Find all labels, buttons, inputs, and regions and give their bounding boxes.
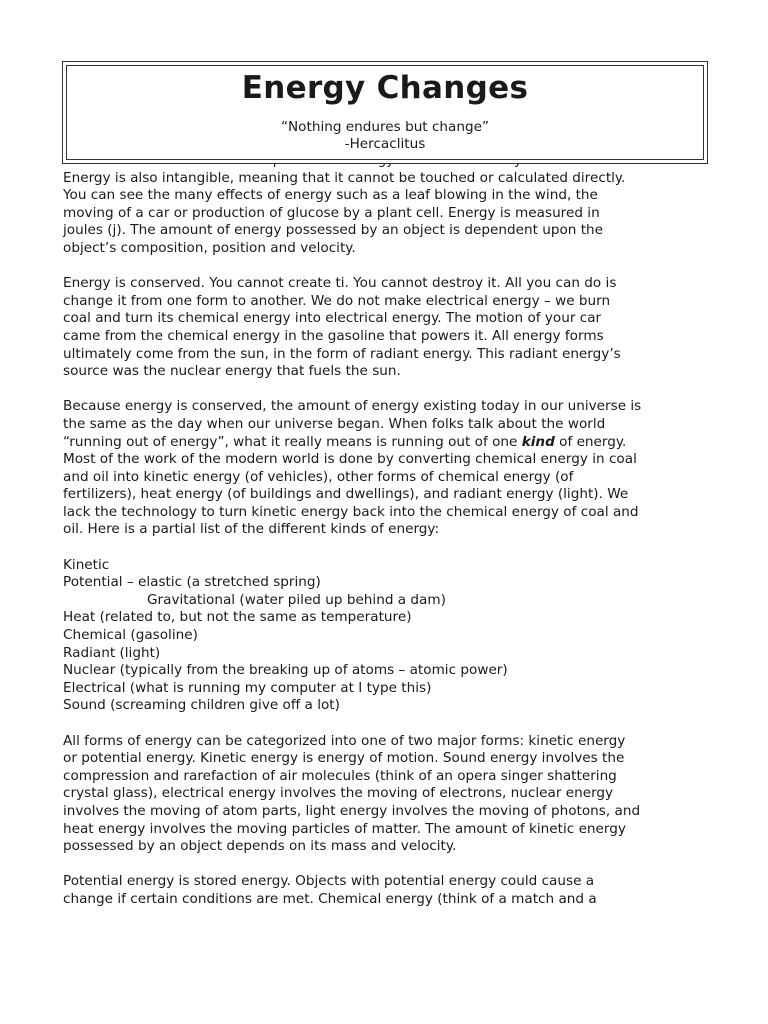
text-line: involves the moving of atom parts, light energy involves the moving of photons, and	[63, 802, 641, 819]
text-line: coal and turn its chemical energy into electrical energy. The motion of your car	[63, 310, 602, 327]
paragraph-intro	[63, 152, 713, 258]
title-box	[62, 61, 708, 164]
list-item: Electrical (what is running my computer at I type this)	[63, 679, 432, 696]
text-line: Energy is conserved. You cannot create ti. You cannot destroy it. All you can do is	[63, 275, 617, 292]
page-title: Energy Changes	[241, 70, 529, 106]
list-item: Chemical (gasoline)	[63, 627, 198, 644]
text-line: ultimately come from the sun, in the form of radiant energy. This radiant energy’s	[63, 345, 621, 362]
paragraph-gap	[63, 539, 713, 557]
text-line: change it from one form to another. We do not make electrical energy – we burn	[63, 292, 611, 309]
text-line: lack the technology to turn kinetic energy back into the chemical energy of coal and	[63, 503, 639, 520]
paragraph-potential	[63, 873, 713, 908]
list-item: Radiant (light)	[63, 644, 161, 661]
text-line: object’s composition, position and velocity.	[63, 239, 356, 256]
document-body	[63, 152, 713, 909]
list-item: Heat (related to, but not the same as temperature)	[63, 609, 412, 626]
text-line: Because energy is conserved, the amount of energy existing today in our universe is	[63, 398, 642, 415]
text-line: change if certain conditions are met. Chemical energy (think of a match and a	[63, 890, 597, 907]
list-item: Gravitational (water piled up behind a dam)	[147, 591, 446, 608]
text-run: of energy.	[554, 433, 627, 450]
text-line: possessed by an object depends on its mass and velocity.	[63, 838, 457, 855]
text-line: Potential energy is stored energy. Objects with potential energy could cause a	[63, 873, 595, 890]
paragraph-kinetic	[63, 733, 713, 856]
energy-kinds-list	[63, 557, 713, 715]
text-line: Energy is also intangible, meaning that it cannot be touched or calculated directly.	[63, 169, 626, 186]
text-line: Most of the work of the modern world is done by converting chemical energy in coal	[63, 451, 637, 468]
text-line: moving of a car or production of glucose by a plant cell. Energy is measured in	[63, 204, 600, 221]
text-line: You can see the many effects of energy such as a leaf blowing in the wind, the	[63, 187, 598, 204]
paragraph-gap	[63, 381, 713, 399]
text-line: heat energy involves the moving particles of matter. The amount of kinetic energy	[63, 820, 626, 837]
text-line: fertilizers), heat energy (of buildings and dwellings), and radiant energy (light). We	[63, 486, 629, 503]
list-item: Kinetic	[63, 556, 110, 573]
text-line: joules (j). The amount of energy possessed by an object is dependent upon the	[63, 222, 604, 239]
list-item: Sound (screaming children give off a lot)	[63, 697, 340, 714]
paragraph-gap	[63, 715, 713, 733]
paragraph-gap	[63, 856, 713, 874]
list-item: Nuclear (typically from the breaking up of atoms – atomic power)	[63, 662, 508, 679]
emphasis-kind: kind	[521, 433, 555, 450]
epigraph-quote: “Nothing endures but change”	[280, 119, 490, 135]
text-line: compression and rarefaction of air molecules (think of an opera singer shattering	[63, 767, 617, 784]
text-line: source was the nuclear energy that fuels the sun.	[63, 363, 401, 380]
list-item: Potential – elastic (a stretched spring)	[63, 574, 321, 591]
text-line: and oil into kinetic energy (of vehicles), other forms of chemical energy (of	[63, 468, 574, 485]
text-line: oil. Here is a partial list of the different kinds of energy:	[63, 521, 440, 538]
epigraph-author: -Hercaclitus	[344, 136, 426, 152]
text-run: “running out of energy”, what it really means is running out of one	[63, 433, 522, 450]
paragraph-universe	[63, 398, 713, 539]
text-line: the same as the day when our universe began. When folks talk about the world	[63, 415, 606, 432]
text-line: crystal glass), electrical energy involves the moving of electrons, nuclear energy	[63, 785, 614, 802]
text-line: All forms of energy can be categorized into one of two major forms: kinetic energy	[63, 732, 626, 749]
text-line: came from the chemical energy in the gasoline that powers it. All energy forms	[63, 327, 604, 344]
text-line: or potential energy. Kinetic energy is energy of motion. Sound energy involves the	[63, 750, 625, 767]
paragraph-conservation	[63, 275, 713, 381]
paragraph-gap	[63, 258, 713, 276]
text-line	[63, 434, 713, 452]
